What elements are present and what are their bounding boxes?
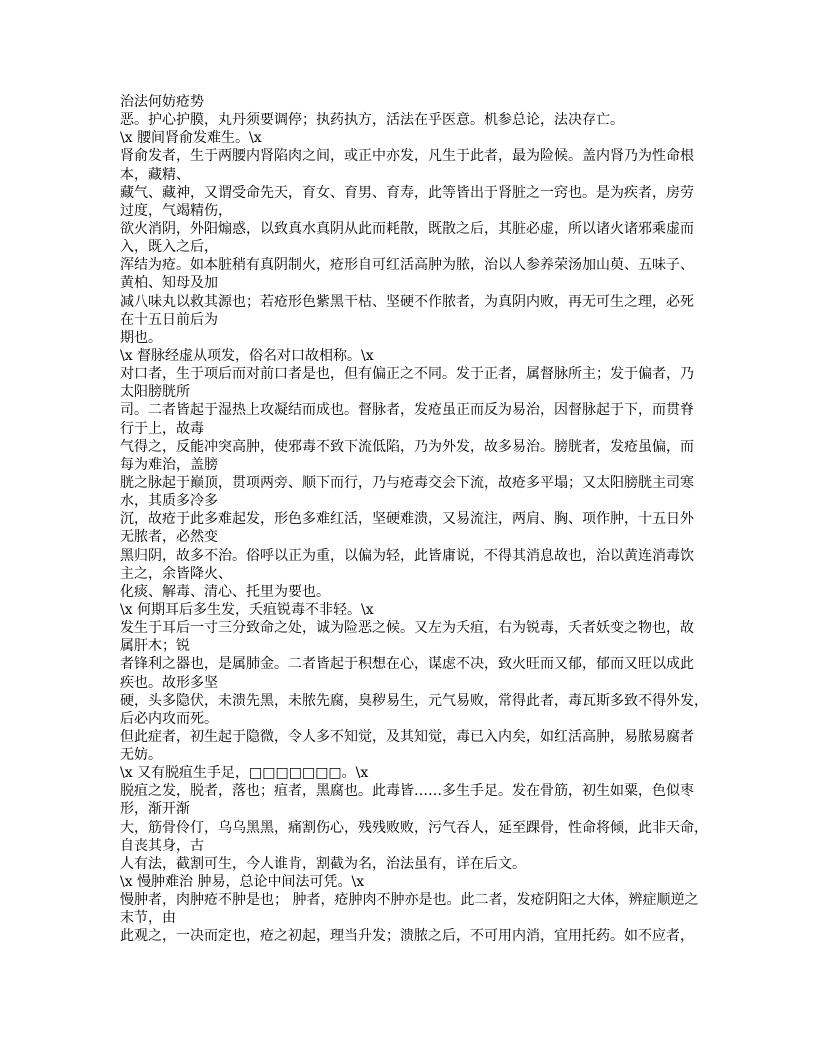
text-line: 胱之脉起于巅顶，贯项两旁、顺下而行，乃与疮毒交会下流，故疮多平塌；又太阳膀胱主司寒 — [120, 474, 694, 491]
text-line: 后必内攻而死。 — [120, 710, 218, 727]
paragraph — [120, 93, 710, 111]
text-line: 减八味丸以救其源也；若疮形色紫黑干枯、坚硬不作脓者，为真阴内败，再无可生之理，必死 — [120, 293, 694, 310]
text-line: 行于上，故毒 — [120, 420, 204, 437]
paragraph — [120, 256, 710, 292]
text-line: 慢肿者，肉肿疮不肿是也； 肿者，疮肿肉不肿亦是也。此二者，发疮阴阳之大体，辨症顺逆之 — [120, 892, 699, 909]
text-line: 无脓者，必然变 — [120, 529, 218, 546]
paragraph — [120, 438, 710, 474]
paragraph — [120, 147, 710, 183]
paragraph — [120, 855, 710, 873]
paragraph — [120, 547, 710, 583]
section-heading — [120, 129, 710, 147]
section-heading — [120, 873, 710, 891]
text-line: 水，其质多冷多 — [120, 493, 218, 510]
text-line: 司。二者皆起于湿热上攻凝结而成也。督脉者，发疮虽正而反为易治，因督脉起于下，而贯脊 — [120, 402, 694, 419]
paragraph — [120, 401, 710, 437]
paragraph — [120, 365, 710, 401]
text-line: 藏气、藏神，又谓受命先天，育女、育男、育寿，此等皆出于肾脏之一窍也。是为疾者，房劳 — [120, 184, 694, 201]
section-heading — [120, 601, 710, 619]
paragraph — [120, 819, 710, 855]
section-heading — [120, 347, 710, 365]
text-line: 但此症者，初生起于隐微，令人多不知觉，及其知觉，毒已入内矣，如红活高肿，易脓易腐者 — [120, 728, 694, 745]
heading-line: \x 何期耳后多生发，夭疽锐毒不非轻。\x — [120, 601, 374, 618]
text-line: 过度，气竭精伤， — [120, 202, 232, 219]
text-line: 疾也。故形多坚 — [120, 674, 218, 691]
text-line: 在十五日前后为 — [120, 311, 218, 328]
text-line: 末节，由 — [120, 910, 176, 927]
text-line: 形，渐开渐 — [120, 801, 190, 818]
text-line: 此观之，一决而定也，疮之初起，理当升发；溃脓之后，不可用内消，宜用托药。如不应者， — [120, 928, 694, 945]
text-line: 人有法，截割可生，今人谁肯，割截为名，治法虽有，详在后文。 — [120, 855, 526, 872]
paragraph — [120, 510, 710, 546]
text-line: 黄柏、知母及加 — [120, 275, 218, 292]
paragraph — [120, 728, 710, 764]
text-line: 脱疽之发，脱者，落也；疽者，黑腐也。此毒皆……多生手足。发在骨筋，初生如粟，色似枣 — [120, 783, 694, 800]
text-line: 期也。 — [120, 329, 162, 346]
text-line: 肾俞发者，生于两腰内肾陷肉之间，或正中亦发，凡生于此者，最为险候。盖内肾乃为性命根 — [120, 148, 694, 165]
paragraph — [120, 619, 710, 655]
text-line: 化痰、解毒、清心、托里为要也。 — [120, 583, 330, 600]
text-line: 沉，故疮于此多难起发，形色多难红活，坚硬难溃，又易流注，两肩、胸、项作肿，十五日外 — [120, 511, 694, 528]
document-body — [120, 93, 710, 946]
text-line: 恶。护心护膜，丸丹须要调停；执药执方，活法在乎医意。机参总论，法决存亡。 — [120, 112, 624, 129]
text-line: 欲火消阴，外阳煽惑，以致真水真阴从此而耗散，既散之后，其脏必虚，所以诸火诸邪乘虚而 — [120, 220, 694, 237]
paragraph — [120, 329, 710, 347]
text-line: 入，既入之后， — [120, 239, 218, 256]
heading-line: \x 督脉经虚从项发，俗名对口故相称。\x — [120, 347, 374, 364]
section-heading — [120, 764, 710, 782]
text-line: 自丧其身，古 — [120, 837, 204, 854]
paragraph — [120, 891, 710, 927]
paragraph — [120, 782, 710, 818]
text-line: 大，筋骨伶仃，乌乌黑黑，痛割伤心，残残败败，污气吞人，延至踝骨，性命将倾，此非天命， — [120, 819, 708, 836]
paragraph — [120, 692, 710, 728]
text-line: 无妨。 — [120, 747, 162, 764]
text-line: 浑结为疮。如本脏稍有真阴制火，疮形自可红活高肿为脓，治以人参养荣汤加山萸、五味子、 — [120, 257, 694, 274]
paragraph — [120, 293, 710, 329]
text-line: 每为难治，盖膀 — [120, 456, 218, 473]
heading-line: \x 腰间肾俞发难生。\x — [120, 130, 262, 147]
text-line: 硬，头多隐伏，未溃先黑，未脓先腐，臭秽易生，元气易败，常得此者，毒瓦斯多致不得外发， — [120, 692, 708, 709]
heading-line: \x 又有脱疽生手足，□□□□□□□。\x — [120, 765, 369, 782]
text-line: 黑归阴，故多不治。俗呼以正为重，以偏为轻，此皆庸说，不得其消息故也，治以黄连消毒饮 — [120, 547, 694, 564]
text-line: 者锋利之器也，是属肺金。二者皆起于积想在心，谋虑不决，致火旺而又郁，郁而又旺以成此 — [120, 656, 694, 673]
text-line: 属肝木；锐 — [120, 638, 190, 655]
paragraph — [120, 111, 710, 129]
paragraph — [120, 474, 710, 510]
text-line: 主之，余皆降火、 — [120, 565, 232, 582]
text-line: 气得之，反能冲突高肿，使邪毒不致下流低陷，乃为外发，故多易治。膀胱者，发疮虽偏，而 — [120, 438, 694, 455]
paragraph — [120, 583, 710, 601]
paragraph — [120, 220, 710, 256]
text-line: 发生于耳后一寸三分致命之处，诚为险恶之候。又左为夭疽，右为锐毒，夭者妖变之物也，故 — [120, 620, 694, 637]
text-line: 太阳膀胱所 — [120, 384, 190, 401]
paragraph — [120, 184, 710, 220]
text-line: 本，藏精、 — [120, 166, 190, 183]
text-line: 对口者，生于项后而对前口者是也，但有偏正之不同。发于正者，属督脉所主；发于偏者，乃 — [120, 366, 694, 383]
paragraph — [120, 655, 710, 691]
heading-line: \x 慢肿难治 肿易，总论中间法可凭。\x — [120, 874, 365, 891]
paragraph — [120, 927, 710, 945]
text-line: 治法何妨疮势 — [120, 94, 204, 110]
